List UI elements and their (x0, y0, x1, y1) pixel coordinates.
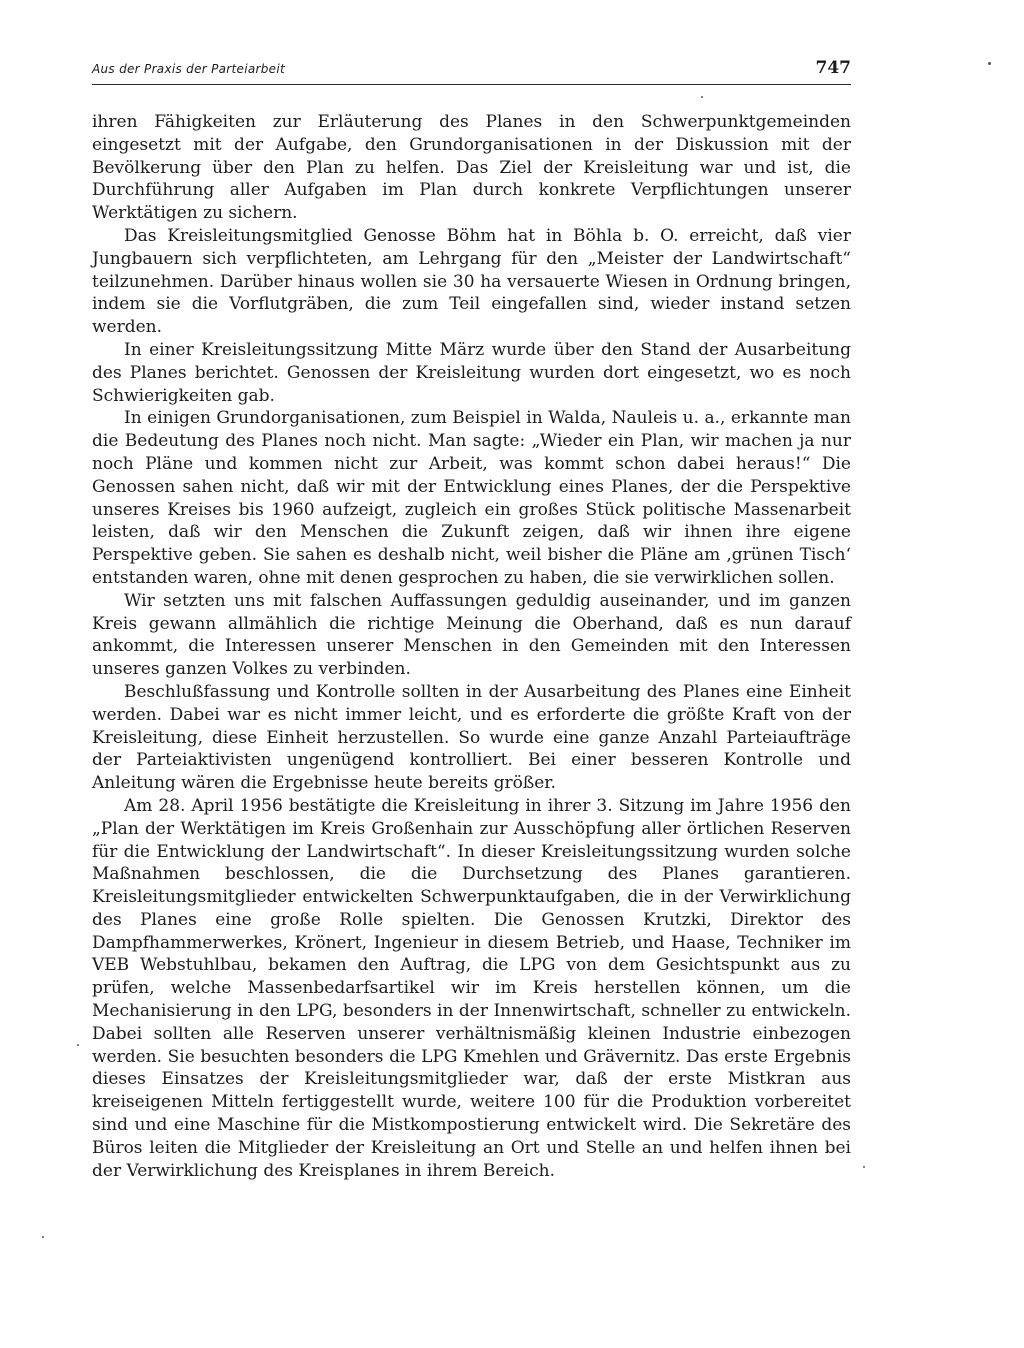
paragraph-2: Das Kreisleitungsmitglied Genosse Böhm hat in Böhla b. O. erreicht, daß vier Jungbauern sich verpflichteten, am Lehrgang für den „Meister der Landwirtschaft“ teilzunehmen. Darüber hinaus wollen sie 30 ha versauerte Wiesen in Ordnung bringen, indem sie die Vorflutgräben, die zum Teil eingefallen sind, wieder instand setzen werden. (92, 225, 851, 338)
scan-speck (701, 96, 703, 98)
paragraph-1: ihren Fähigkeiten zur Erläuterung des Planes in den Schwerpunktgemeinden eingesetzt mit der Aufgabe, den Grundorganisationen in der Diskussion mit der Bevölkerung über den Plan zu helfen. Das Ziel der Kreisleitung war und ist, die Durchführung aller Aufgaben im Plan durch konkrete Verpflichtungen unserer Werktätigen zu sichern. (92, 112, 851, 224)
scan-speck (42, 1236, 44, 1238)
paragraph-4: In einigen Grundorganisationen, zum Beispiel in Walda, Nauleis u. a., erkannte man die Bedeutung des Planes noch nicht. Man sagte: „Wieder ein Plan, wir machen ja nur noch Pläne und kommen nicht zur Arbeit, was kommt schon dabei heraus!“ Die Genossen sahen nicht, daß wir mit der Entwicklung eines Planes, der die Perspektive unseres Kreises bis 1960 aufzeigt, zugleich ein großes Stück politische Massenarbeit leisten, daß wir den Menschen die Zukunft zeigen, daß wir ihnen ihre eigene Perspektive geben. Sie sahen es deshalb nicht, weil bisher die Pläne am ‚grünen Tisch‘ entstanden waren, ohne mit denen gesprochen zu haben, die sie verwirklichen sollen. (92, 408, 851, 588)
paragraph-7: Am 28. April 1956 bestätigte die Kreisleitung in ihrer 3. Sitzung im Jahre 1956 den „Plan der Werktätigen im Kreis Großenhain zur Ausschöpfung aller örtlichen Reserven für die Entwicklung der Landwirtschaft“. In dieser Kreisleitungssitzung wurden solche Maßnahmen beschlossen, die die Durchsetzung des Planes garantieren. Kreisleitungsmitglieder entwickelten Schwerpunktaufgaben, die in der Verwirklichung des Planes eine große Rolle spielten. Die Genossen Krutzki, Direktor des Dampfhammerwerkes, Krönert, Ingenieur in diesem Betrieb, und Haase, Techniker im VEB Webstuhlbau, bekamen den Auftrag, die LPG von dem Gesichtspunkt aus zu prüfen, welche Massenbedarfsartikel wir im Kreis herstellen können, um die Mechanisierung in den LPG, besonders in der Innenwirtschaft, schneller zu entwickeln. Dabei sollten alle Reserven unserer verhältnismäßig kleinen Industrie einbezogen werden. Sie besuchten besonders die LPG Kmehlen und Grävernitz. Das erste Ergebnis dieses Einsatzes der Kreisleitungsmitglieder war, daß der erste Mistkran aus kreiseigenen Mitteln fertiggestellt wurde, weitere 100 für die Produktion vorbereitet sind und eine Maschine für die Mistkompostierung entwickelt wird. Die Sekretäre des Büros leiten die Mitglieder der Kreisleitung an Ort und Stelle an und helfen ihnen bei der Verwirklichung des Kreisplanes in ihrem Bereich. (92, 795, 851, 1181)
page-number: 747 (815, 58, 851, 78)
body-text (92, 111, 851, 1182)
running-title: Aus der Praxis der Parteiarbeit (92, 62, 285, 76)
paragraph-6: Beschlußfassung und Kontrolle sollten in der Ausarbeitung des Planes eine Einheit werden. Dabei war es nicht immer leicht, und es erforderte die größte Kraft von der Kreisleitung, diese Einheit herzustellen. So wurde eine ganze Anzahl Parteiaufträge der Parteiaktivisten ungenügend kontrolliert. Bei einer besseren Kontrolle und Anleitung wären die Ergebnisse heute bereits größer. (92, 681, 851, 794)
book-page (92, 58, 851, 1182)
paragraph-3: In einer Kreisleitungssitzung Mitte März wurde über den Stand der Ausarbeitung des Planes berichtet. Genossen der Kreisleitung wurden dort eingesetzt, wo es noch Schwierigkeiten gab. (92, 339, 851, 406)
scan-speck (863, 1166, 865, 1168)
scan-speck (77, 1044, 79, 1046)
running-header (92, 58, 851, 85)
scan-speck (988, 62, 991, 65)
paragraph-5: Wir setzten uns mit falschen Auffassungen geduldig auseinander, und im ganzen Kreis gewann allmählich die richtige Meinung die Oberhand, daß es nun darauf ankommt, die Interessen unserer Menschen in den Gemeinden mit den Interessen unseres ganzen Volkes zu verbinden. (92, 590, 851, 680)
